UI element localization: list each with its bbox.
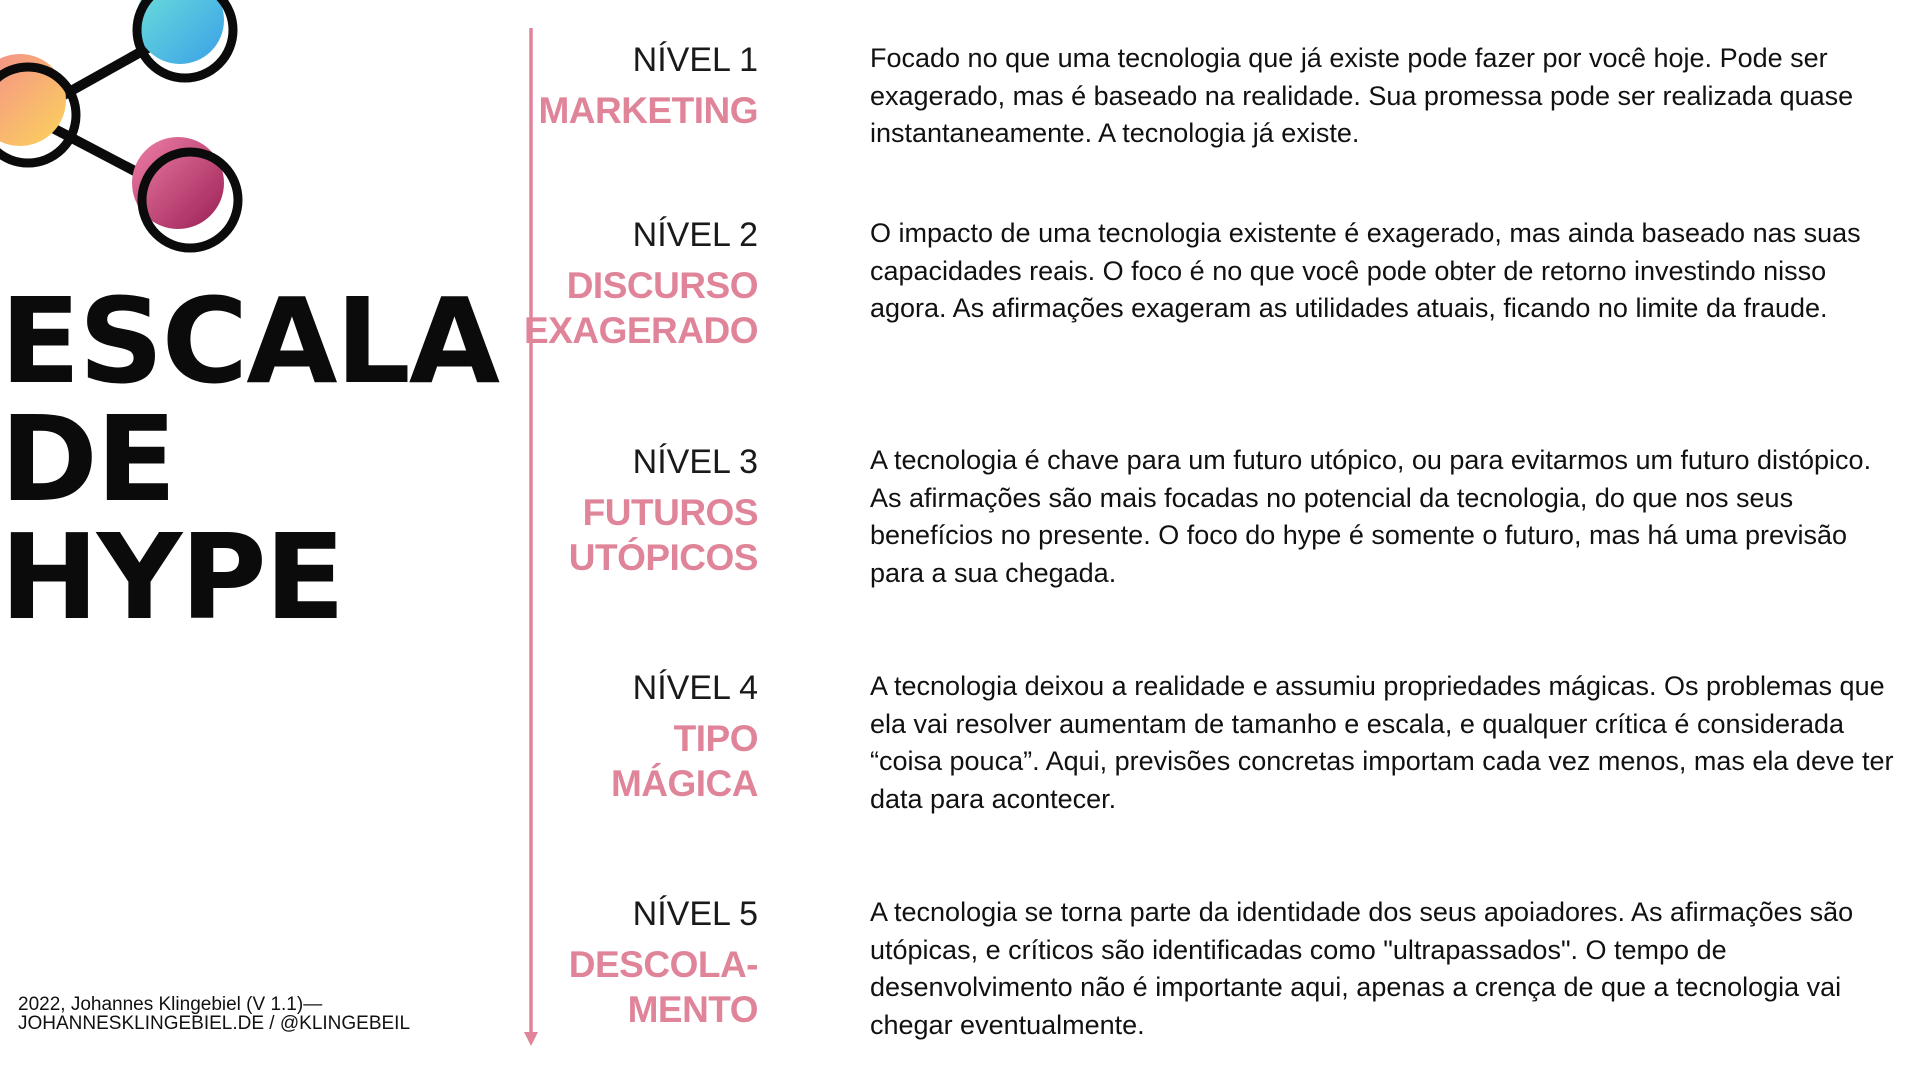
level-heading [538,40,758,133]
level-number: NÍVEL 4 [632,669,758,707]
level-number: NÍVEL 1 [632,41,758,79]
credits-line: 2022, Johannes Klingebiel (V 1.1)— [18,994,323,1015]
arrow-down-icon [523,28,539,1048]
level-name: MENTO [627,989,758,1030]
level-name: FUTUROS [582,492,758,533]
level-number: NÍVEL 2 [632,216,758,254]
level-name: DESCOLA- [568,944,758,985]
level-number: NÍVEL 5 [632,895,758,933]
page-title [0,272,499,646]
title-line: ESCALA [0,272,499,410]
level-name: MÁGICA [610,763,758,804]
level-description: A tecnologia é chave para um futuro utópico, ou para evitarmos um futuro distópico. As afirmações são mais focadas no potencial da tecnologia, do que nos seus benefícios no presente. O foco do hype é somente o futuro, mas há uma previsão para a sua chegada. [870,445,1872,588]
level-description: O impacto de uma tecnologia existente é exagerado, mas ainda baseado nas suas capacidades reais. O foco é no que você pode obter de retorno investindo nisso agora. As afirmações exageram as utilidades atuais, ficando no limite da fraude. [870,218,1861,323]
level-name: EXAGERADO [524,310,758,351]
share-nodes-icon [0,0,260,270]
level-name: UTÓPICOS [568,537,758,578]
credits-line: JOHANNESKLINGEBIEL.DE / @KLINGEBEIL [18,1013,411,1034]
level-heading [524,215,758,353]
level-name: TIPO [673,718,758,759]
level-heading [569,894,758,1032]
level-heading [569,442,758,580]
credits [18,995,410,1033]
title-line: DE [0,390,175,528]
level-number: NÍVEL 3 [632,443,758,481]
level-description: A tecnologia deixou a realidade e assumiu propriedades mágicas. Os problemas que ela vai resolver aumentam de tamanho e escala, e qualquer crítica é considerada “coisa pouca”. Aqui, previsões concretas importam cada vez menos, mas ela deve ter data para acontecer. [870,671,1894,814]
level-name: MARKETING [538,90,758,131]
title-line: HYPE [0,508,344,646]
level-description: A tecnologia se torna parte da identidade dos seus apoiadores. As afirmações são utópicas, e críticos são identificadas como "ultrapassados". O tempo de desenvolvimento não é importante aqui, apenas a crença de que a tecnologia vai chegar eventualmente. [870,897,1854,1040]
level-heading [611,668,758,806]
level-description: Focado no que uma tecnologia que já existe pode fazer por você hoje. Pode ser exagerado, mas é baseado na realidade. Sua promessa pode ser realizada quase instantaneamente. A tecnologia já existe. [870,43,1854,148]
level-name: DISCURSO [566,265,758,306]
